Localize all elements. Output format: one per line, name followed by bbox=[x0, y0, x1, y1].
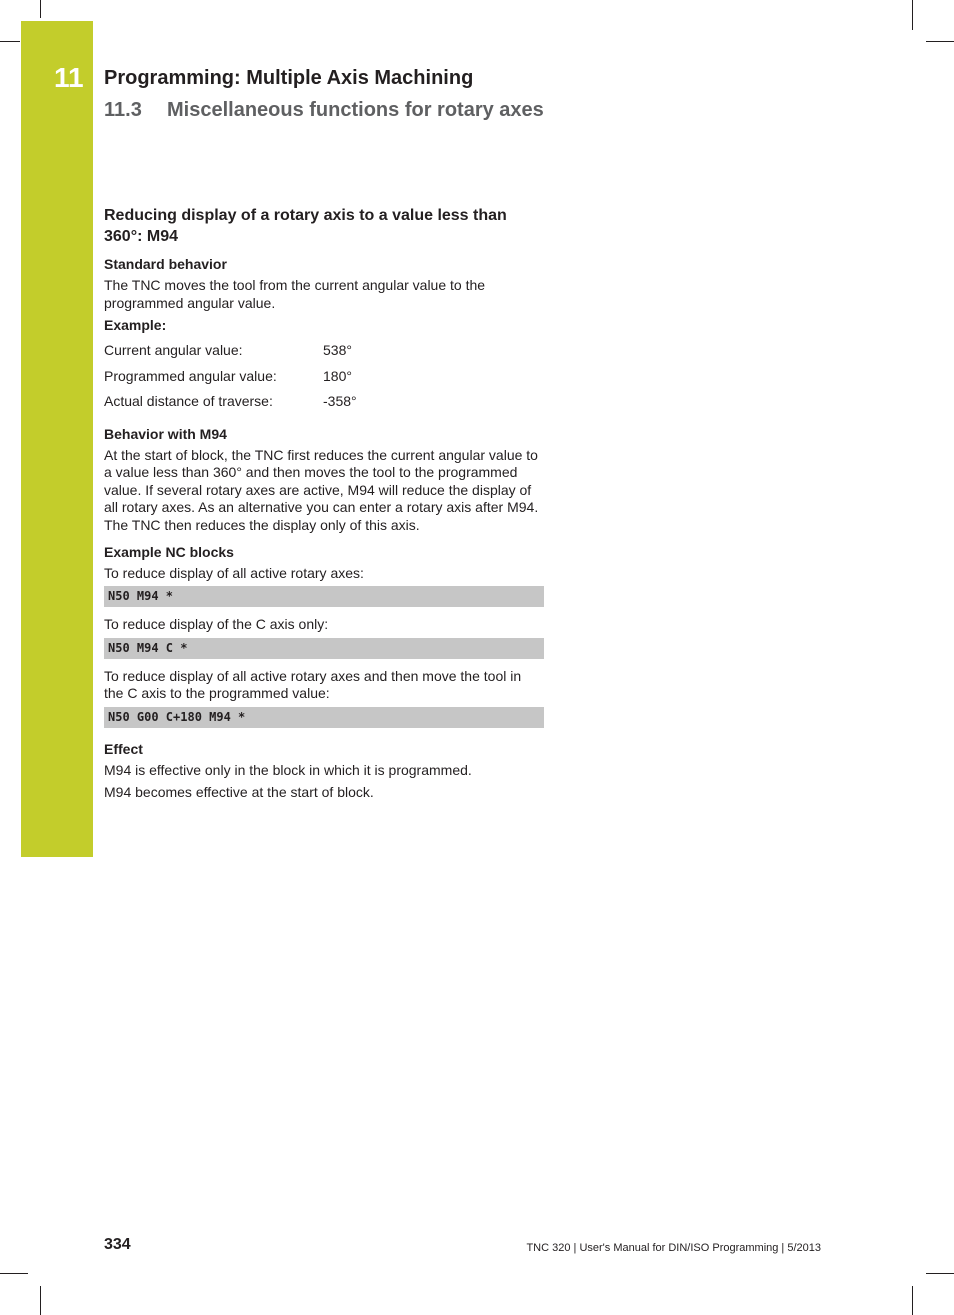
behavior-m94-text: At the start of block, the TNC first reduces the current angular value to a value less than 360° and then moves the tool to the programmed value. If several rotary axes are active, M94 will reduce the display of all rotary axes. As an alternative you can enter a rotary axis after M94. The TNC then reduces the display only of this axis. bbox=[104, 446, 539, 534]
example-label: Current angular value: bbox=[104, 342, 243, 359]
nc-code-block: N50 M94 * bbox=[104, 586, 544, 607]
example-label: Programmed angular value: bbox=[104, 367, 277, 384]
effect-text: M94 becomes effective at the start of block. bbox=[104, 783, 374, 800]
crop-mark bbox=[0, 41, 20, 42]
example-row bbox=[104, 342, 544, 368]
example-heading: Example: bbox=[104, 317, 167, 334]
crop-mark bbox=[912, 0, 913, 30]
example-value: -358° bbox=[323, 393, 357, 410]
crop-mark bbox=[926, 41, 954, 42]
crop-mark bbox=[926, 1273, 954, 1274]
effect-heading: Effect bbox=[104, 741, 143, 758]
chapter-sidebar bbox=[21, 21, 93, 857]
nc-blocks-heading: Example NC blocks bbox=[104, 543, 234, 560]
section-number: 11.3 bbox=[104, 99, 142, 121]
example-value: 180° bbox=[323, 367, 352, 384]
nc-code-block: N50 G00 C+180 M94 * bbox=[104, 707, 544, 728]
crop-mark bbox=[40, 0, 41, 18]
crop-mark bbox=[0, 1273, 28, 1274]
example-row bbox=[104, 368, 544, 394]
main-content bbox=[104, 205, 544, 805]
section-title: Miscellaneous functions for rotary axes bbox=[167, 99, 544, 121]
effect-text: M94 is effective only in the block in which it is programmed. bbox=[104, 762, 472, 779]
example-row bbox=[104, 393, 544, 419]
crop-mark bbox=[912, 1286, 913, 1315]
standard-behavior-text: The TNC moves the tool from the current angular value to the programmed angular value. bbox=[104, 277, 486, 311]
nc-code-block: N50 M94 C * bbox=[104, 638, 544, 659]
topic-heading: Reducing display of a rotary axis to a value less than 360°: M94 bbox=[104, 207, 507, 245]
chapter-number: 11 bbox=[54, 62, 84, 93]
nc-blocks-intro: To reduce display of all active rotary axes: bbox=[104, 564, 364, 581]
example-table bbox=[104, 342, 544, 419]
nc-blocks-intro: To reduce display of the C axis only: bbox=[104, 616, 329, 633]
footer-text: TNC 320 | User's Manual for DIN/ISO Programming | 5/2013 bbox=[526, 1242, 821, 1254]
nc-blocks-intro: To reduce display of all active rotary axes and then move the tool in the C axis to the programmed value: bbox=[104, 667, 522, 702]
example-label: Actual distance of traverse: bbox=[104, 393, 273, 410]
crop-mark bbox=[40, 1286, 41, 1315]
standard-behavior-heading: Standard behavior bbox=[104, 256, 227, 272]
chapter-title: Programming: Multiple Axis Machining bbox=[104, 67, 474, 89]
behavior-m94-heading: Behavior with M94 bbox=[104, 425, 227, 442]
page-number: 334 bbox=[104, 1236, 131, 1253]
example-value: 538° bbox=[323, 342, 352, 359]
